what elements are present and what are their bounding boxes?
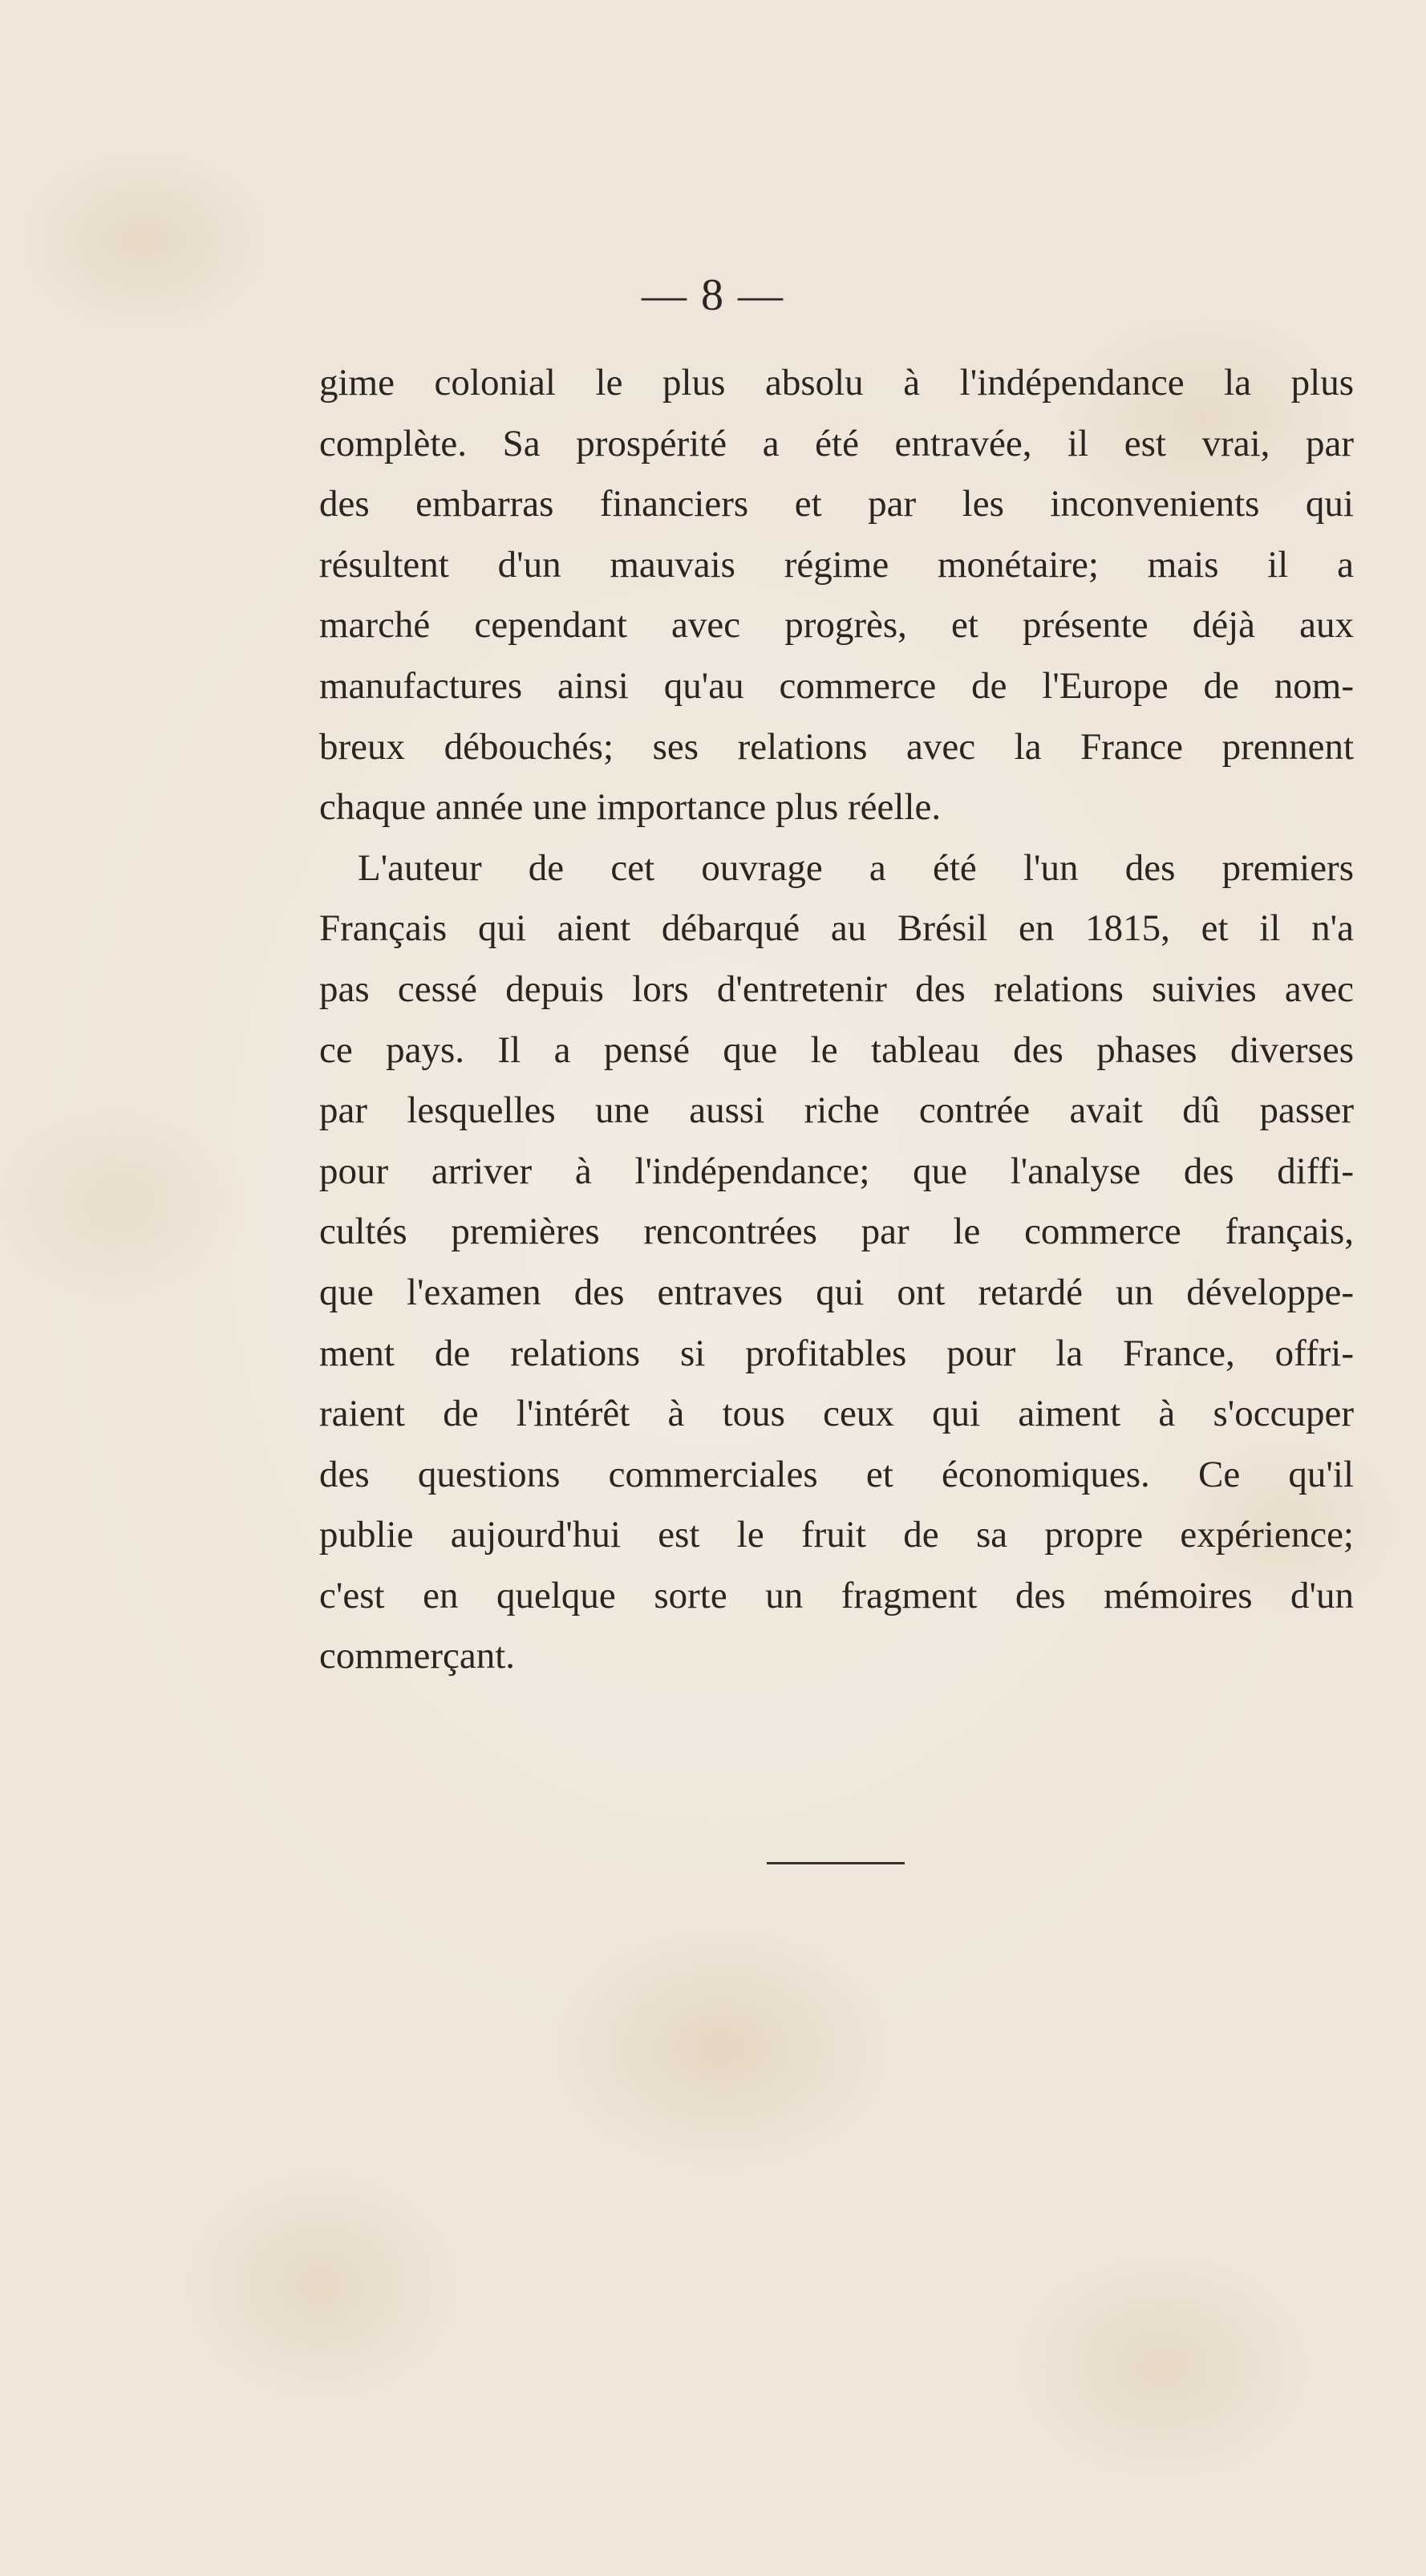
paragraph-2 (319, 838, 1354, 1687)
text-line: pour arriver à l'indépendance; que l'analyse des diffi- (319, 1150, 1354, 1192)
text-line: breux débouchés; ses relations avec la France prennent (319, 725, 1354, 768)
text-line: manufactures ainsi qu'au commerce de l'Europe de nom- (319, 664, 1354, 707)
text-line: Français qui aient débarqué au Brésil en 1815, et il n'a (319, 907, 1354, 950)
text-line: commerçant. (319, 1635, 516, 1677)
text-line: marché cependant avec progrès, et présente déjà aux (319, 604, 1354, 647)
text-line: raient de l'intérêt à tous ceux qui aiment à s'occuper (319, 1393, 1354, 1435)
text-line: ment de relations si profitables pour la France, offri- (319, 1332, 1354, 1374)
body-text (319, 353, 1354, 1687)
text-line: ce pays. Il a pensé que le tableau des phases diverses (319, 1028, 1354, 1071)
text-line: pas cessé depuis lors d'entretenir des relations suivies avec (319, 968, 1354, 1010)
text-line: L'auteur de cet ouvrage a été l'un des premiers (358, 846, 1354, 889)
text-line: que l'examen des entraves qui ont retardé un développe- (319, 1271, 1354, 1313)
text-line: gime colonial le plus absolu à l'indépendance la plus (319, 362, 1354, 404)
text-line: chaque année une importance plus réelle. (319, 786, 942, 829)
end-rule (767, 1862, 905, 1864)
page-number: — 8 — (642, 270, 784, 320)
text-line: des embarras financiers et par les inconvenients qui (319, 483, 1354, 525)
text-line: publie aujourd'hui est le fruit de sa propre expérience; (319, 1514, 1354, 1556)
paragraph-1 (319, 353, 1354, 838)
text-line: cultés premières rencontrées par le commerce français, (319, 1211, 1354, 1253)
text-line: résultent d'un mauvais régime monétaire; mais il a (319, 543, 1354, 586)
text-line: par lesquelles une aussi riche contrée avait dû passer (319, 1089, 1354, 1132)
text-line: c'est en quelque sorte un fragment des mémoires d'un (319, 1574, 1354, 1617)
text-line: des questions commerciales et économiques. Ce qu'il (319, 1453, 1354, 1495)
text-line: complète. Sa prospérité a été entravée, il est vrai, par (319, 422, 1354, 464)
